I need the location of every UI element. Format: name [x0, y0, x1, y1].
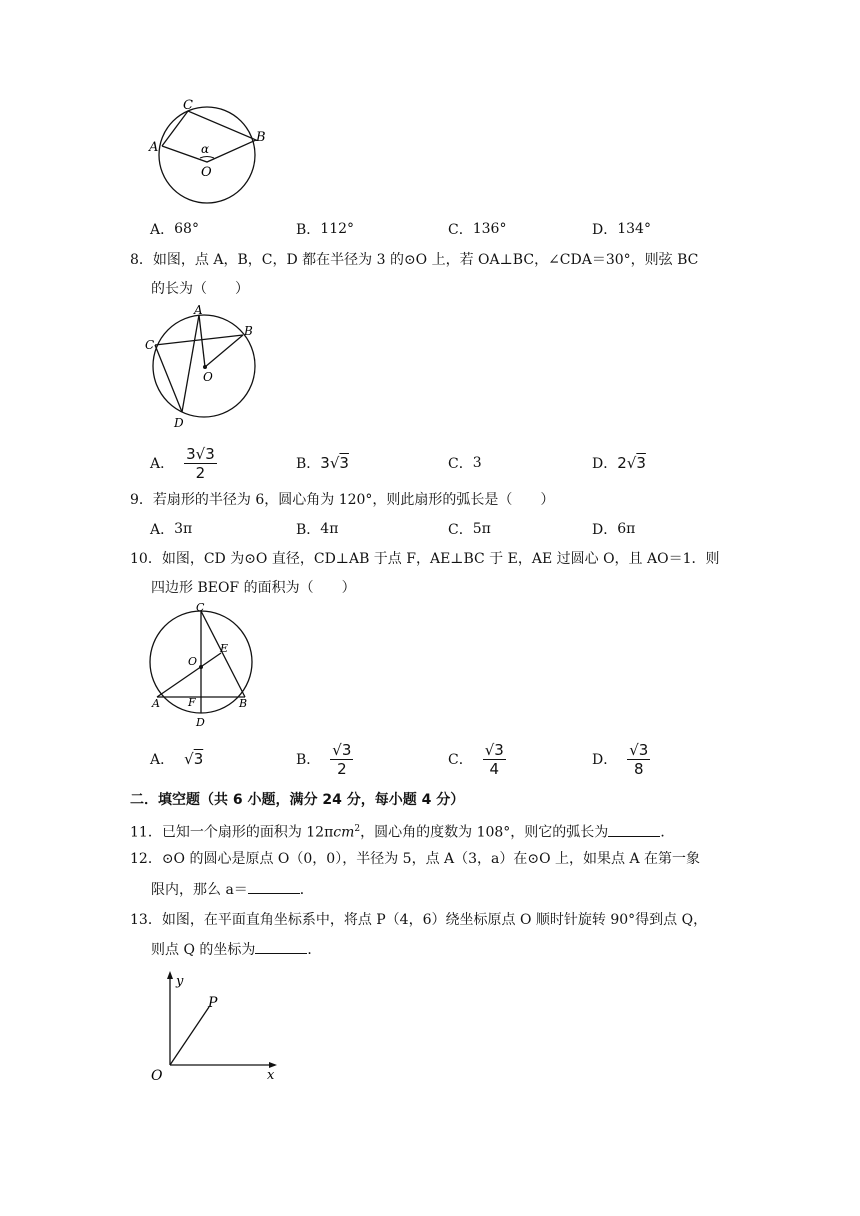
q8-label-o: O: [203, 370, 213, 384]
q7-option-a[interactable]: A． 68°: [150, 221, 199, 238]
q8-label-a: A: [194, 303, 203, 317]
q10-options: [150, 740, 710, 778]
q10-label-e: E: [220, 642, 229, 655]
q10-label-f: F: [188, 696, 196, 709]
q7-label-b: B: [256, 130, 266, 145]
q10-option-c[interactable]: C． $\frac{√3}{4}$: [448, 740, 504, 778]
q10-label-a: A: [152, 697, 160, 710]
q10-stem-line2: 四边形 BEOF 的面积为（ ）: [151, 580, 356, 596]
q10-option-a[interactable]: A． √3: [150, 750, 204, 768]
q8-stem-line2: 的长为（ ）: [151, 281, 249, 297]
q9-options: [150, 514, 710, 544]
q8-label-c: C: [145, 338, 155, 352]
q9-option-b[interactable]: B． 4π: [296, 521, 339, 538]
q13-label-p: P: [208, 995, 218, 1011]
q10-label-c: C: [196, 602, 205, 614]
q8-option-d[interactable]: D． 2√3: [592, 454, 646, 472]
q13-coordinate-figure: [145, 965, 285, 1085]
q10-label-o: O: [188, 655, 198, 668]
q8-stem-line1: 8．如图，点 A，B，C，D 都在半径为 3 的⊙O 上，若 OA⊥BC，∠CDA＝30°，则弦 BC: [130, 252, 699, 268]
q13-label-o: O: [151, 1068, 163, 1084]
q7-figure: [140, 95, 275, 210]
q8-figure: [140, 303, 270, 433]
q10-option-d[interactable]: D． $\frac{√3}{8}$: [592, 740, 649, 778]
q13-stem-line1: 13．如图，在平面直角坐标系中，将点 P（4，6）绕坐标原点 O 顺时针旋转 90°得到点 Q，: [130, 912, 708, 928]
q10-label-b: B: [239, 697, 248, 710]
q7-label-a: A: [149, 140, 159, 155]
q9-stem: 9．若扇形的半径为 6，圆心角为 120°，则此扇形的弧长是（ ）: [130, 492, 555, 508]
q11-stem: 11．已知一个扇形的面积为 12πcm$^2$，圆心角的度数为 108°，则它的弧长为 ．: [130, 819, 674, 843]
q10-option-b[interactable]: B． $\frac{√3}{2}$: [296, 740, 352, 778]
q10-stem-line1: 10．如图，CD 为⊙O 直径，CD⊥AB 于点 F，AE⊥BC 于 E，AE 过圆心 O，且 AO＝1．则: [130, 551, 720, 567]
q8-option-c[interactable]: C． 3: [448, 455, 482, 472]
q12-answer-blank[interactable]: [248, 879, 300, 894]
q13-answer-blank[interactable]: [255, 939, 307, 954]
q7-label-alpha: α: [201, 142, 210, 156]
q13-stem-line2: 则点 Q 的坐标为 ．: [151, 939, 321, 960]
q7-option-c[interactable]: C． 136°: [448, 221, 507, 238]
q7-option-b[interactable]: B． 112°: [296, 221, 355, 238]
q8-option-b[interactable]: B． 3√3: [296, 454, 349, 472]
q7-options: [150, 214, 710, 244]
q10-label-d: D: [196, 716, 205, 729]
q8-option-a[interactable]: A． $\frac{3√3}{2}$: [150, 444, 215, 482]
q9-option-c[interactable]: C． 5π: [448, 521, 491, 538]
q12-stem-line1: 12．⊙O 的圆心是原点 O（0，0），半径为 5，点 A（3，a）在⊙O 上，如果点 A 在第一象: [130, 851, 701, 867]
q12-stem-line2: 限内，那么 a＝ ．: [151, 879, 314, 900]
q13-label-x: x: [267, 1068, 275, 1083]
q8-label-b: B: [244, 324, 253, 338]
q13-label-y: y: [176, 974, 184, 989]
q10-figure: [140, 602, 270, 732]
q7-option-d[interactable]: D． 134°: [592, 221, 651, 238]
q7-label-c: C: [183, 98, 193, 113]
q9-option-a[interactable]: A． 3π: [150, 521, 193, 538]
q8-label-d: D: [174, 416, 184, 430]
section-title-fill-blank: 二．填空题（共 6 小题，满分 24 分，每小题 4 分）: [130, 792, 465, 808]
q8-options: [150, 444, 710, 482]
q11-answer-blank[interactable]: [608, 822, 660, 837]
q9-option-d[interactable]: D． 6π: [592, 521, 636, 538]
q7-label-o: O: [201, 165, 212, 180]
